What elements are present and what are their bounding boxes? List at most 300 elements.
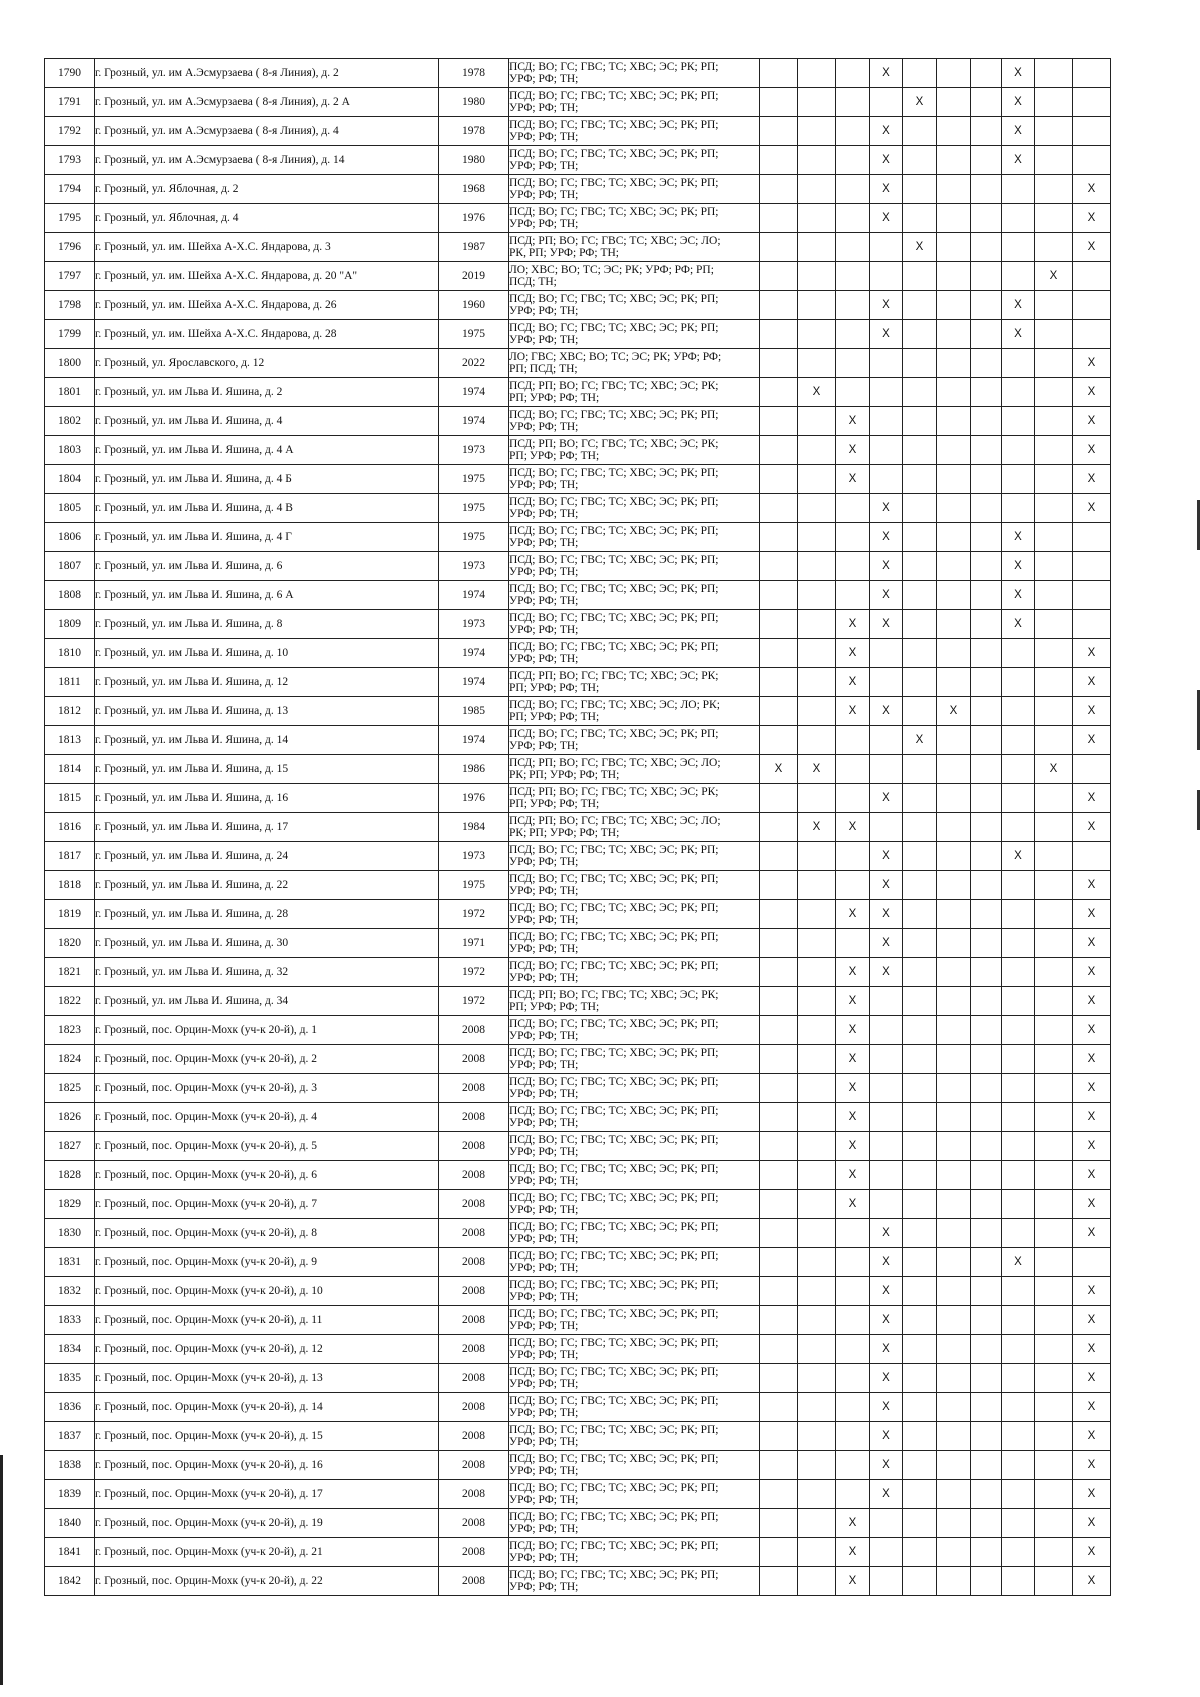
mark-cell	[836, 262, 870, 291]
mark-cell	[870, 349, 903, 378]
mark-cell: X	[1073, 1335, 1111, 1364]
mark-cell	[836, 1480, 870, 1509]
mark-cell	[836, 233, 870, 262]
works-line: УРФ; РФ; ТН;	[509, 160, 579, 172]
mark-cell: X	[836, 1016, 870, 1045]
address-cell: г. Грозный, ул. им Льва И. Яшина, д. 30	[95, 929, 439, 958]
mark-cell	[870, 639, 903, 668]
works-list-cell	[509, 1567, 760, 1596]
mark-cell	[1073, 552, 1111, 581]
mark-cell	[903, 784, 937, 813]
year-built-cell: 2008	[439, 1393, 509, 1422]
mark-cell: X	[870, 1451, 903, 1480]
mark-cell	[836, 320, 870, 349]
row-number-cell: 1803	[45, 436, 95, 465]
mark-cell: X	[1073, 929, 1111, 958]
works-line: УРФ; РФ; ТН;	[509, 856, 579, 868]
mark-cell	[1035, 987, 1073, 1016]
mark-cell: X	[798, 813, 836, 842]
mark-cell: X	[903, 233, 937, 262]
mark-cell	[798, 1422, 836, 1451]
mark-cell	[798, 88, 836, 117]
works-list-cell	[509, 262, 760, 291]
table-row	[45, 610, 1111, 639]
mark-cell: X	[1002, 581, 1035, 610]
mark-cell	[836, 523, 870, 552]
mark-cell	[903, 146, 937, 175]
mark-cell	[937, 929, 971, 958]
works-line: ПСД; РП; ВО; ГС; ГВС; ТС; ХВС; ЭС; ЛО;	[509, 757, 721, 769]
row-number-cell: 1810	[45, 639, 95, 668]
mark-cell	[1002, 958, 1035, 987]
mark-cell	[937, 581, 971, 610]
mark-cell	[798, 59, 836, 88]
mark-cell: X	[1073, 1393, 1111, 1422]
row-number-cell: 1813	[45, 726, 95, 755]
mark-cell	[1002, 639, 1035, 668]
works-line: ПСД; РП; ВО; ГС; ГВС; ТС; ХВС; ЭС; РК;	[509, 670, 719, 682]
row-number-cell: 1801	[45, 378, 95, 407]
mark-cell	[971, 987, 1002, 1016]
mark-cell: X	[870, 697, 903, 726]
works-list-cell	[509, 1393, 760, 1422]
mark-cell: X	[836, 465, 870, 494]
mark-cell	[903, 1335, 937, 1364]
mark-cell	[760, 1306, 798, 1335]
mark-cell	[798, 1161, 836, 1190]
mark-cell	[1002, 175, 1035, 204]
mark-cell	[1002, 1016, 1035, 1045]
works-line: ПСД; РП; ВО; ГС; ГВС; ТС; ХВС; ЭС; ЛО;	[509, 815, 721, 827]
works-line: УРФ; РФ; ТН;	[509, 1291, 579, 1303]
mark-cell: X	[870, 900, 903, 929]
mark-cell	[937, 88, 971, 117]
row-number-cell: 1794	[45, 175, 95, 204]
mark-cell	[798, 1451, 836, 1480]
year-built-cell: 2008	[439, 1248, 509, 1277]
mark-cell: X	[1002, 610, 1035, 639]
table-row	[45, 639, 1111, 668]
year-built-cell: 2008	[439, 1219, 509, 1248]
mark-cell	[937, 175, 971, 204]
works-list-cell	[509, 1422, 760, 1451]
table-row	[45, 581, 1111, 610]
mark-cell: X	[870, 958, 903, 987]
year-built-cell: 1975	[439, 871, 509, 900]
row-number-cell: 1805	[45, 494, 95, 523]
mark-cell	[971, 1219, 1002, 1248]
binding-edge-mark	[0, 1455, 3, 1685]
mark-cell	[760, 842, 798, 871]
row-number-cell: 1837	[45, 1422, 95, 1451]
mark-cell	[760, 552, 798, 581]
mark-cell: X	[1073, 900, 1111, 929]
year-built-cell: 2019	[439, 262, 509, 291]
mark-cell: X	[798, 755, 836, 784]
table-row	[45, 262, 1111, 291]
mark-cell	[1035, 1538, 1073, 1567]
mark-cell	[971, 755, 1002, 784]
mark-cell	[760, 610, 798, 639]
row-number-cell: 1796	[45, 233, 95, 262]
works-list-cell	[509, 88, 760, 117]
row-number-cell: 1823	[45, 1016, 95, 1045]
mark-cell: X	[903, 88, 937, 117]
row-number-cell: 1793	[45, 146, 95, 175]
mark-cell: X	[836, 1074, 870, 1103]
mark-cell	[870, 233, 903, 262]
year-built-cell: 1973	[439, 610, 509, 639]
mark-cell	[798, 1248, 836, 1277]
mark-cell	[798, 697, 836, 726]
works-list-cell	[509, 146, 760, 175]
mark-cell: X	[1073, 204, 1111, 233]
mark-cell	[1002, 987, 1035, 1016]
mark-cell	[1035, 1306, 1073, 1335]
works-line: УРФ; РФ; ТН;	[509, 595, 579, 607]
works-list-cell	[509, 871, 760, 900]
works-list-cell	[509, 465, 760, 494]
address-cell: г. Грозный, ул. им А.Эсмурзаева ( 8-я Линия), д. 2 А	[95, 88, 439, 117]
mark-cell: X	[870, 610, 903, 639]
mark-cell	[1035, 88, 1073, 117]
table-row	[45, 1190, 1111, 1219]
works-line: УРФ; РФ; ТН;	[509, 1581, 579, 1593]
mark-cell	[937, 1480, 971, 1509]
mark-cell	[937, 755, 971, 784]
mark-cell	[903, 1509, 937, 1538]
table-row	[45, 697, 1111, 726]
works-line: ПСД; ВО; ГС; ГВС; ТС; ХВС; ЭС; РК; РП;	[509, 960, 719, 972]
mark-cell	[760, 465, 798, 494]
mark-cell: X	[870, 552, 903, 581]
row-number-cell: 1828	[45, 1161, 95, 1190]
mark-cell	[971, 1161, 1002, 1190]
mark-cell	[971, 1451, 1002, 1480]
works-list-cell	[509, 581, 760, 610]
mark-cell: X	[1073, 407, 1111, 436]
mark-cell	[870, 668, 903, 697]
mark-cell	[903, 987, 937, 1016]
works-line: ПСД; ВО; ГС; ГВС; ТС; ХВС; ЭС; РК; РП;	[509, 1482, 719, 1494]
mark-cell	[798, 1219, 836, 1248]
mark-cell	[971, 697, 1002, 726]
works-line: ПСД; ВО; ГС; ГВС; ТС; ХВС; ЭС; РК; РП;	[509, 1192, 719, 1204]
mark-cell	[903, 958, 937, 987]
address-cell: г. Грозный, пос. Орцин-Мохк (уч-к 20-й), д. 7	[95, 1190, 439, 1219]
works-line: РК, РП; УРФ; РФ; ТН;	[509, 247, 619, 259]
row-number-cell: 1830	[45, 1219, 95, 1248]
mark-cell	[1002, 1045, 1035, 1074]
mark-cell	[971, 1103, 1002, 1132]
address-cell: г. Грозный, ул. им Льва И. Яшина, д. 2	[95, 378, 439, 407]
mark-cell	[937, 1567, 971, 1596]
mark-cell	[798, 1277, 836, 1306]
row-number-cell: 1815	[45, 784, 95, 813]
mark-cell	[836, 1306, 870, 1335]
works-line: ПСД; ВО; ГС; ГВС; ТС; ХВС; ЭС; РК; РП;	[509, 902, 719, 914]
address-cell: г. Грозный, пос. Орцин-Мохк (уч-к 20-й), д. 6	[95, 1161, 439, 1190]
mark-cell	[971, 668, 1002, 697]
mark-cell	[1002, 1190, 1035, 1219]
mark-cell	[798, 1016, 836, 1045]
works-list-cell	[509, 987, 760, 1016]
table-row	[45, 378, 1111, 407]
mark-cell	[971, 1567, 1002, 1596]
row-number-cell: 1824	[45, 1045, 95, 1074]
works-list-cell	[509, 1161, 760, 1190]
mark-cell	[798, 581, 836, 610]
year-built-cell: 1976	[439, 204, 509, 233]
mark-cell	[1035, 1161, 1073, 1190]
row-number-cell: 1842	[45, 1567, 95, 1596]
mark-cell	[1035, 1509, 1073, 1538]
row-number-cell: 1826	[45, 1103, 95, 1132]
mark-cell	[903, 436, 937, 465]
year-built-cell: 1974	[439, 726, 509, 755]
mark-cell: X	[1073, 1509, 1111, 1538]
works-list-cell	[509, 813, 760, 842]
mark-cell: X	[1073, 1364, 1111, 1393]
mark-cell: X	[1002, 552, 1035, 581]
mark-cell	[1035, 1103, 1073, 1132]
mark-cell	[760, 900, 798, 929]
works-list-cell	[509, 668, 760, 697]
row-number-cell: 1838	[45, 1451, 95, 1480]
address-cell: г. Грозный, ул. им Льва И. Яшина, д. 22	[95, 871, 439, 900]
address-cell: г. Грозный, ул. им Льва И. Яшина, д. 12	[95, 668, 439, 697]
works-line: ПСД; ВО; ГС; ГВС; ТС; ХВС; ЭС; РК; РП;	[509, 525, 719, 537]
mark-cell	[798, 784, 836, 813]
mark-cell	[836, 784, 870, 813]
mark-cell	[937, 842, 971, 871]
mark-cell	[798, 1306, 836, 1335]
mark-cell: X	[870, 59, 903, 88]
mark-cell: X	[836, 436, 870, 465]
mark-cell	[760, 1132, 798, 1161]
table-row	[45, 1422, 1111, 1451]
mark-cell	[1073, 581, 1111, 610]
mark-cell: X	[1073, 1422, 1111, 1451]
mark-cell	[1035, 407, 1073, 436]
works-line: ПСД; ВО; ГС; ГВС; ТС; ХВС; ЭС; РК; РП;	[509, 1076, 719, 1088]
mark-cell: X	[1073, 813, 1111, 842]
mark-cell	[1035, 900, 1073, 929]
mark-cell: X	[1035, 755, 1073, 784]
works-line: ПСД; ВО; ГС; ГВС; ТС; ХВС; ЭС; РК; РП;	[509, 206, 719, 218]
mark-cell	[903, 842, 937, 871]
year-built-cell: 2008	[439, 1161, 509, 1190]
works-line: РП; УРФ; РФ; ТН;	[509, 711, 600, 723]
mark-cell	[937, 1103, 971, 1132]
mark-cell	[903, 668, 937, 697]
year-built-cell: 2008	[439, 1335, 509, 1364]
works-line: УРФ; РФ; ТН;	[509, 189, 579, 201]
address-cell: г. Грозный, ул. им Льва И. Яшина, д. 24	[95, 842, 439, 871]
row-number-cell: 1814	[45, 755, 95, 784]
mark-cell	[760, 813, 798, 842]
works-line: ПСД; ВО; ГС; ГВС; ТС; ХВС; ЭС; РК; РП;	[509, 1279, 719, 1291]
works-line: ПСД; ВО; ГС; ГВС; ТС; ХВС; ЭС; РК; РП;	[509, 1395, 719, 1407]
mark-cell	[971, 233, 1002, 262]
address-cell: г. Грозный, ул. им Льва И. Яшина, д. 34	[95, 987, 439, 1016]
row-number-cell: 1816	[45, 813, 95, 842]
mark-cell	[937, 349, 971, 378]
works-line: ПСД; ВО; ГС; ГВС; ТС; ХВС; ЭС; РК; РП;	[509, 1221, 719, 1233]
address-cell: г. Грозный, пос. Орцин-Мохк (уч-к 20-й), д. 3	[95, 1074, 439, 1103]
mark-cell	[937, 639, 971, 668]
mark-cell	[836, 175, 870, 204]
table-row	[45, 842, 1111, 871]
mark-cell	[1002, 1132, 1035, 1161]
table-row	[45, 1132, 1111, 1161]
mark-cell	[836, 204, 870, 233]
mark-cell: X	[1002, 59, 1035, 88]
mark-cell: X	[870, 784, 903, 813]
year-built-cell: 1975	[439, 320, 509, 349]
mark-cell	[836, 146, 870, 175]
year-built-cell: 2008	[439, 1480, 509, 1509]
works-line: УРФ; РФ; ТН;	[509, 1146, 579, 1158]
mark-cell	[903, 1277, 937, 1306]
year-built-cell: 1975	[439, 523, 509, 552]
works-list-cell	[509, 1480, 760, 1509]
mark-cell	[1002, 1451, 1035, 1480]
table-row	[45, 1509, 1111, 1538]
mark-cell: X	[1073, 1016, 1111, 1045]
mark-cell	[1002, 1074, 1035, 1103]
mark-cell	[937, 1306, 971, 1335]
works-line: ПСД; РП; ВО; ГС; ГВС; ТС; ХВС; ЭС; РК;	[509, 989, 719, 1001]
works-line: УРФ; РФ; ТН;	[509, 508, 579, 520]
mark-cell: X	[836, 1132, 870, 1161]
table-row	[45, 755, 1111, 784]
mark-cell	[903, 1132, 937, 1161]
address-cell: г. Грозный, пос. Орцин-Мохк (уч-к 20-й), д. 15	[95, 1422, 439, 1451]
mark-cell: X	[870, 1219, 903, 1248]
works-line: УРФ; РФ; ТН;	[509, 73, 579, 85]
works-list-cell	[509, 59, 760, 88]
works-list-cell	[509, 784, 760, 813]
address-cell: г. Грозный, ул. Ярославского, д. 12	[95, 349, 439, 378]
table-row	[45, 59, 1111, 88]
works-list-cell	[509, 233, 760, 262]
mark-cell	[1002, 204, 1035, 233]
mark-cell	[836, 929, 870, 958]
mark-cell	[798, 929, 836, 958]
works-line: УРФ; РФ; ТН;	[509, 1117, 579, 1129]
table-row	[45, 871, 1111, 900]
year-built-cell: 1980	[439, 88, 509, 117]
mark-cell	[870, 1103, 903, 1132]
works-line: УРФ; РФ; ТН;	[509, 1175, 579, 1187]
mark-cell	[903, 610, 937, 639]
mark-cell	[971, 146, 1002, 175]
table-row	[45, 1567, 1111, 1596]
table-row	[45, 1074, 1111, 1103]
address-cell: г. Грозный, ул. им Льва И. Яшина, д. 14	[95, 726, 439, 755]
works-line: УРФ; РФ; ТН;	[509, 885, 579, 897]
mark-cell	[971, 1132, 1002, 1161]
mark-cell	[971, 871, 1002, 900]
works-list-cell	[509, 1451, 760, 1480]
mark-cell: X	[1002, 1248, 1035, 1277]
address-cell: г. Грозный, ул. им Льва И. Яшина, д. 10	[95, 639, 439, 668]
mark-cell	[1002, 1364, 1035, 1393]
mark-cell	[836, 291, 870, 320]
address-cell: г. Грозный, ул. им. Шейха А-Х.С. Яндарова, д. 26	[95, 291, 439, 320]
mark-cell	[971, 639, 1002, 668]
mark-cell	[1035, 1422, 1073, 1451]
year-built-cell: 2008	[439, 1103, 509, 1132]
mark-cell	[760, 523, 798, 552]
year-built-cell: 1975	[439, 494, 509, 523]
mark-cell	[971, 320, 1002, 349]
mark-cell	[798, 842, 836, 871]
mark-cell	[937, 726, 971, 755]
year-built-cell: 1974	[439, 581, 509, 610]
mark-cell	[1035, 1074, 1073, 1103]
mark-cell: X	[836, 407, 870, 436]
year-built-cell: 2008	[439, 1422, 509, 1451]
works-line: УРФ; РФ; ТН;	[509, 624, 579, 636]
works-line: ПСД; ВО; ГС; ГВС; ТС; ХВС; ЭС; РК; РП;	[509, 641, 719, 653]
mark-cell	[937, 1132, 971, 1161]
mark-cell	[1002, 726, 1035, 755]
year-built-cell: 2008	[439, 1045, 509, 1074]
mark-cell: X	[1073, 1045, 1111, 1074]
mark-cell	[870, 407, 903, 436]
mark-cell	[760, 1219, 798, 1248]
mark-cell	[903, 1480, 937, 1509]
table-row	[45, 1161, 1111, 1190]
works-line: ПСД; ТН;	[509, 276, 557, 288]
registry-body	[45, 59, 1111, 1596]
address-cell: г. Грозный, пос. Орцин-Мохк (уч-к 20-й), д. 2	[95, 1045, 439, 1074]
mark-cell: X	[836, 668, 870, 697]
mark-cell	[798, 117, 836, 146]
works-line: УРФ; РФ; ТН;	[509, 1494, 579, 1506]
mark-cell	[971, 958, 1002, 987]
mark-cell	[836, 59, 870, 88]
row-number-cell: 1841	[45, 1538, 95, 1567]
mark-cell	[1035, 436, 1073, 465]
mark-cell: X	[870, 494, 903, 523]
mark-cell	[870, 436, 903, 465]
address-cell: г. Грозный, ул. им Льва И. Яшина, д. 8	[95, 610, 439, 639]
works-line: ПСД; ВО; ГС; ГВС; ТС; ХВС; ЭС; РК; РП;	[509, 1163, 719, 1175]
mark-cell	[798, 146, 836, 175]
works-line: УРФ; РФ; ТН;	[509, 740, 579, 752]
mark-cell	[903, 349, 937, 378]
row-number-cell: 1790	[45, 59, 95, 88]
address-cell: г. Грозный, ул. им Льва И. Яшина, д. 6	[95, 552, 439, 581]
mark-cell: X	[870, 204, 903, 233]
mark-cell	[760, 320, 798, 349]
mark-cell	[1035, 117, 1073, 146]
mark-cell	[1035, 784, 1073, 813]
year-built-cell: 1968	[439, 175, 509, 204]
mark-cell	[971, 1016, 1002, 1045]
mark-cell	[903, 117, 937, 146]
table-row	[45, 958, 1111, 987]
mark-cell	[971, 494, 1002, 523]
mark-cell	[903, 204, 937, 233]
works-list-cell	[509, 1016, 760, 1045]
mark-cell	[1073, 117, 1111, 146]
mark-cell	[903, 1451, 937, 1480]
mark-cell	[971, 465, 1002, 494]
